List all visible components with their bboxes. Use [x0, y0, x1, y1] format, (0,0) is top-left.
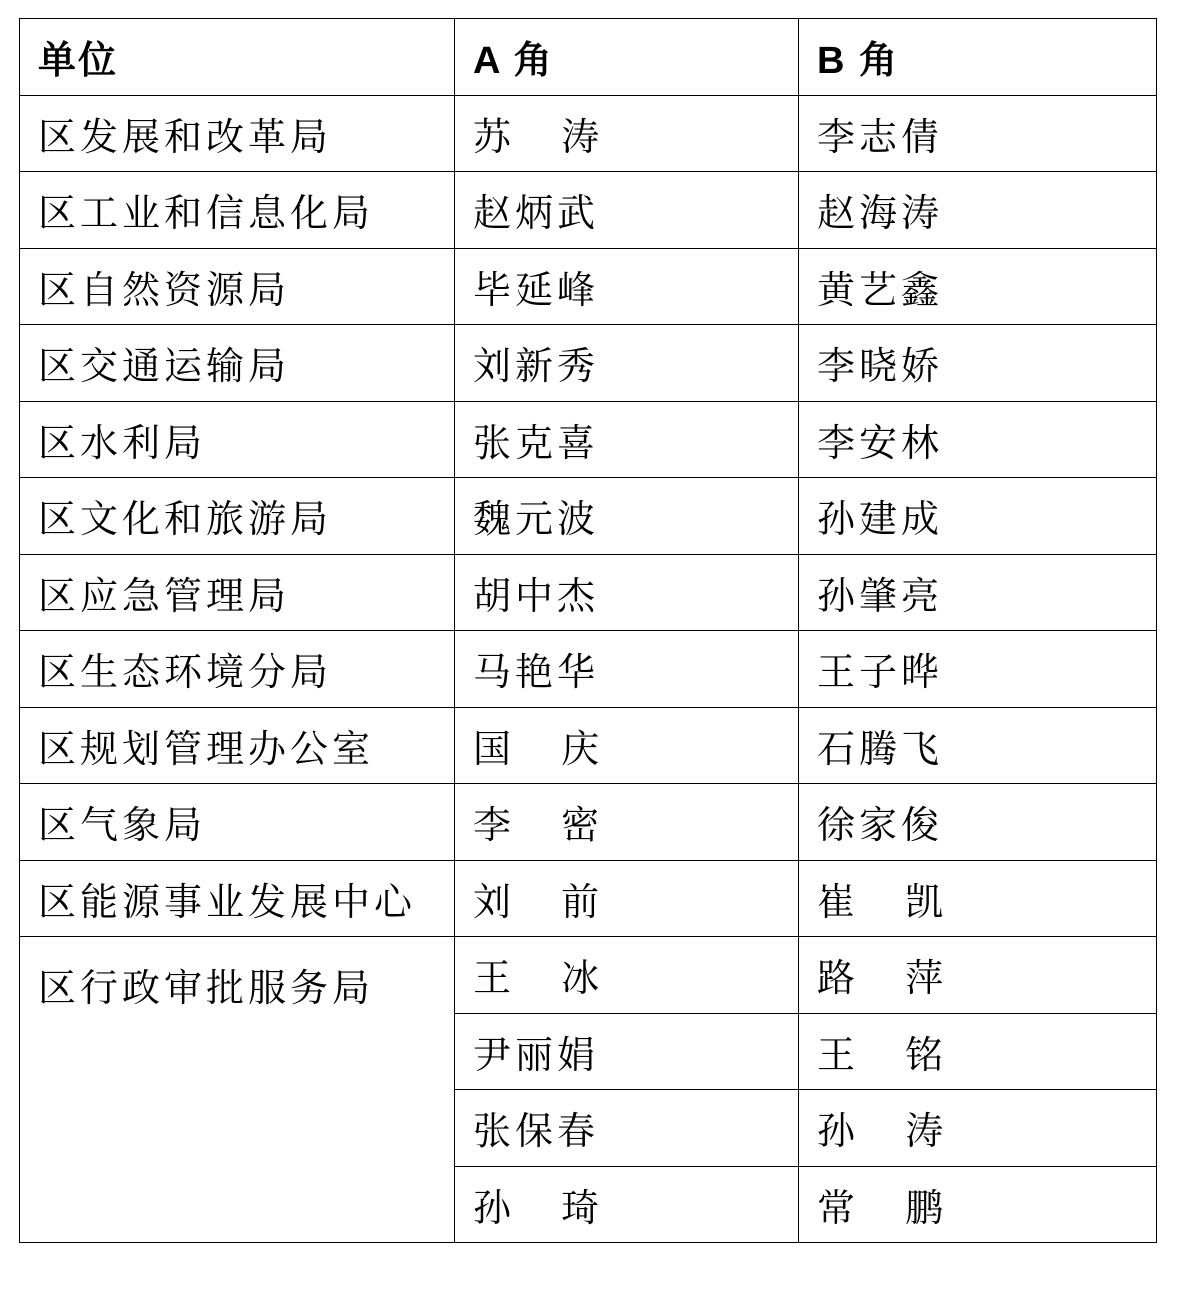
a-role-cell: 魏元波	[455, 478, 799, 555]
a-role-cell: 赵炳武	[455, 172, 799, 249]
b-role-cell: 李志倩	[799, 95, 1157, 172]
b-role-cell: 崔 凯	[799, 860, 1157, 937]
unit-cell: 区工业和信息化局	[20, 172, 455, 249]
header-b-role: B 角	[799, 19, 1157, 96]
b-role-cell: 常 鹏	[799, 1166, 1157, 1243]
a-role-cell: 王 冰	[455, 937, 799, 1014]
b-role-cell: 王子晔	[799, 631, 1157, 708]
a-role-cell: 毕延峰	[455, 248, 799, 325]
table-row	[20, 860, 1157, 937]
table-row	[20, 172, 1157, 249]
table-row	[20, 937, 1157, 1014]
b-role-cell: 孙肇亮	[799, 554, 1157, 631]
unit-cell: 区交通运输局	[20, 325, 455, 402]
unit-cell: 区应急管理局	[20, 554, 455, 631]
a-role-cell: 张保春	[455, 1090, 799, 1167]
table-row	[20, 784, 1157, 861]
a-role-cell: 苏 涛	[455, 95, 799, 172]
a-role-cell: 胡中杰	[455, 554, 799, 631]
a-role-cell: 尹丽娟	[455, 1013, 799, 1090]
b-role-cell: 李安林	[799, 401, 1157, 478]
a-role-cell: 马艳华	[455, 631, 799, 708]
unit-cell: 区自然资源局	[20, 248, 455, 325]
unit-cell: 区水利局	[20, 401, 455, 478]
b-role-cell: 石腾飞	[799, 707, 1157, 784]
a-role-cell: 国 庆	[455, 707, 799, 784]
unit-cell: 区生态环境分局	[20, 631, 455, 708]
b-role-cell: 徐家俊	[799, 784, 1157, 861]
personnel-table	[19, 18, 1157, 1243]
a-role-cell: 刘新秀	[455, 325, 799, 402]
table-row	[20, 95, 1157, 172]
table-row	[20, 401, 1157, 478]
table-row	[20, 248, 1157, 325]
merged-unit-cell: 区行政审批服务局	[20, 937, 455, 1243]
a-role-cell: 李 密	[455, 784, 799, 861]
unit-cell: 区气象局	[20, 784, 455, 861]
b-role-cell: 孙建成	[799, 478, 1157, 555]
b-role-cell: 路 萍	[799, 937, 1157, 1014]
unit-cell: 区发展和改革局	[20, 95, 455, 172]
table-row	[20, 707, 1157, 784]
header-unit: 单位	[20, 19, 455, 96]
table-row	[20, 554, 1157, 631]
table-row	[20, 325, 1157, 402]
b-role-cell: 赵海涛	[799, 172, 1157, 249]
b-role-cell: 李晓娇	[799, 325, 1157, 402]
b-role-cell: 孙 涛	[799, 1090, 1157, 1167]
header-a-role: A 角	[455, 19, 799, 96]
unit-cell: 区能源事业发展中心	[20, 860, 455, 937]
a-role-cell: 孙 琦	[455, 1166, 799, 1243]
b-role-cell: 王 铭	[799, 1013, 1157, 1090]
table-row	[20, 478, 1157, 555]
unit-cell: 区文化和旅游局	[20, 478, 455, 555]
unit-cell: 区规划管理办公室	[20, 707, 455, 784]
header-row	[20, 19, 1157, 96]
b-role-cell: 黄艺鑫	[799, 248, 1157, 325]
table-row	[20, 631, 1157, 708]
a-role-cell: 刘 前	[455, 860, 799, 937]
a-role-cell: 张克喜	[455, 401, 799, 478]
